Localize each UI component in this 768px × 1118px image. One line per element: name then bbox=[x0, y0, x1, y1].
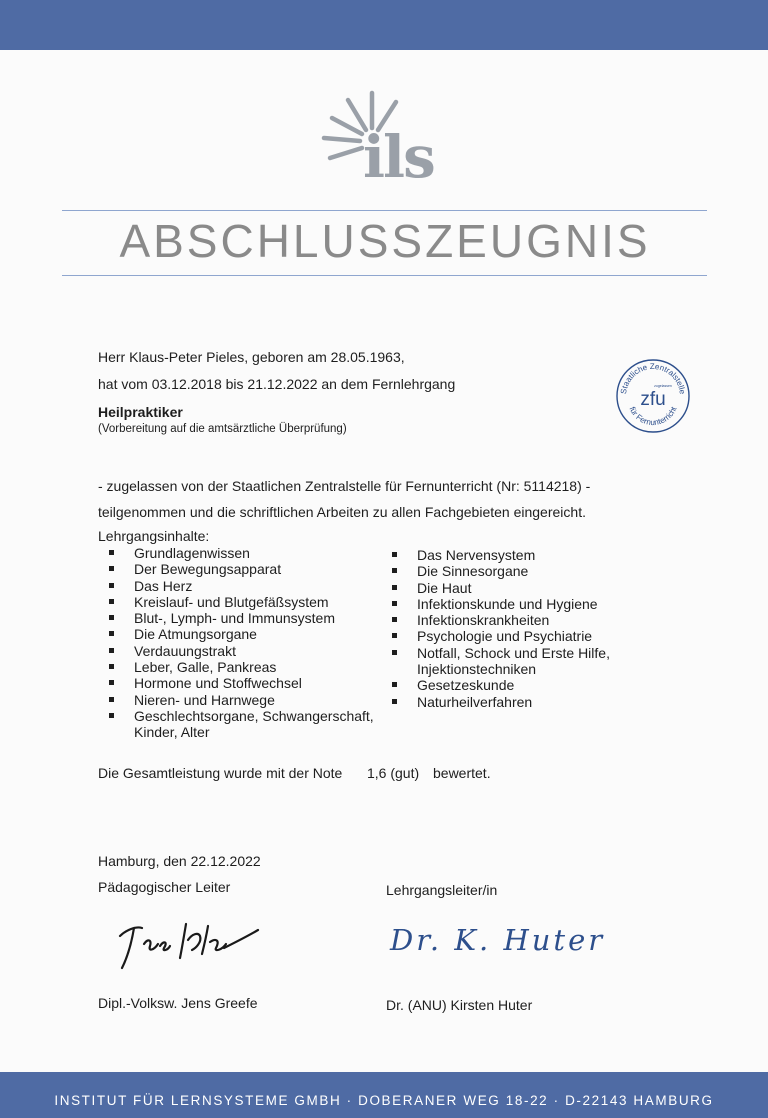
list-item: Naturheilverfahren bbox=[388, 694, 610, 710]
list-item: Das Nervensystem bbox=[388, 547, 610, 563]
top-color-band bbox=[0, 0, 768, 50]
list-item: Die Atmungsorgane bbox=[98, 626, 374, 642]
participation-line: teilgenommen und die schriftlichen Arbeiten zu allen Fachgebieten eingereicht. bbox=[98, 504, 586, 520]
left-signatory-role: Pädagogischer Leiter bbox=[98, 879, 231, 895]
grade-prefix: Die Gesamtleistung wurde mit der Note bbox=[98, 765, 343, 781]
list-item: Der Bewegungsapparat bbox=[98, 561, 374, 577]
right-signature bbox=[386, 916, 614, 962]
contents-heading: Lehrgangsinhalte: bbox=[98, 528, 210, 544]
course-subtitle: (Vorbereitung auf die amtsärztliche Überprüfung) bbox=[98, 423, 347, 435]
list-item: Die Sinnesorgane bbox=[388, 563, 610, 579]
list-item: Psychologie und Psychiatrie bbox=[388, 628, 610, 644]
list-item: Hormone und Stoffwechsel bbox=[98, 675, 374, 691]
document-title: ABSCHLUSSZEUGNIS bbox=[119, 215, 651, 267]
list-item-continuation: Kinder, Alter bbox=[134, 724, 210, 741]
right-signature-text: Dr. K. Huter bbox=[390, 923, 606, 957]
seal-logo: zfu bbox=[640, 389, 666, 410]
list-item: Blut-, Lymph- und Immunsystem bbox=[98, 610, 374, 626]
ils-logo: ils bbox=[363, 123, 434, 191]
place-date: Hamburg, den 22.12.2022 bbox=[98, 853, 261, 869]
contents-list-left bbox=[98, 545, 374, 741]
list-item: Kreislauf- und Blutgefäßsystem bbox=[98, 594, 374, 610]
list-item: Infektionskunde und Hygiene bbox=[388, 596, 610, 612]
approval-line: - zugelassen von der Staatlichen Zentralstelle für Fernunterricht (Nr: 5114218) - bbox=[98, 478, 591, 494]
list-item: Geschlechtsorgane, Schwangerschaft, bbox=[98, 708, 374, 724]
right-signatory-name: Dr. (ANU) Kirsten Huter bbox=[386, 997, 533, 1013]
left-signatory-name: Dipl.-Volksw. Jens Greefe bbox=[98, 995, 258, 1011]
list-item: Verdauungstrakt bbox=[98, 643, 374, 659]
list-item-continuation: Injektionstechniken bbox=[417, 661, 537, 678]
right-signatory-role: Lehrgangsleiter/in bbox=[386, 882, 498, 898]
list-item: Nieren- und Harnwege bbox=[98, 692, 374, 708]
list-item: Infektionskrankheiten bbox=[388, 612, 610, 628]
title-rule-bottom bbox=[62, 275, 707, 276]
footer-address: INSTITUT FÜR LERNSYSTEME GMBH · DOBERANER WEG 18-22 · D-22143 HAMBURG bbox=[54, 1092, 714, 1108]
list-item: Notfall, Schock und Erste Hilfe, bbox=[388, 645, 610, 661]
list-item: Das Herz bbox=[98, 578, 374, 594]
left-signature bbox=[112, 912, 262, 974]
seal-arc-bottom: für Fernunterricht bbox=[627, 405, 679, 428]
title-rule-top bbox=[62, 210, 707, 211]
list-item: Gesetzeskunde bbox=[388, 677, 610, 693]
period-line: hat vom 03.12.2018 bis 21.12.2022 an dem Fernlehrgang bbox=[98, 376, 456, 392]
list-item: Die Haut bbox=[388, 580, 610, 596]
footer-band bbox=[0, 1072, 768, 1118]
seal-arc-top: Staatliche Zentralstelle bbox=[619, 361, 687, 395]
grade-value: 1,6 (gut) bbox=[367, 765, 420, 781]
course-name: Heilpraktiker bbox=[98, 404, 183, 420]
grade-suffix: bewertet. bbox=[433, 765, 491, 781]
contents-list-right bbox=[388, 547, 610, 710]
list-item: Leber, Galle, Pankreas bbox=[98, 659, 374, 675]
zfu-seal bbox=[615, 358, 691, 434]
recipient-line: Herr Klaus-Peter Pieles, geboren am 28.05.1963, bbox=[98, 349, 405, 365]
list-item: Grundlagenwissen bbox=[98, 545, 374, 561]
seal-small-text: zugelassen bbox=[654, 384, 672, 388]
